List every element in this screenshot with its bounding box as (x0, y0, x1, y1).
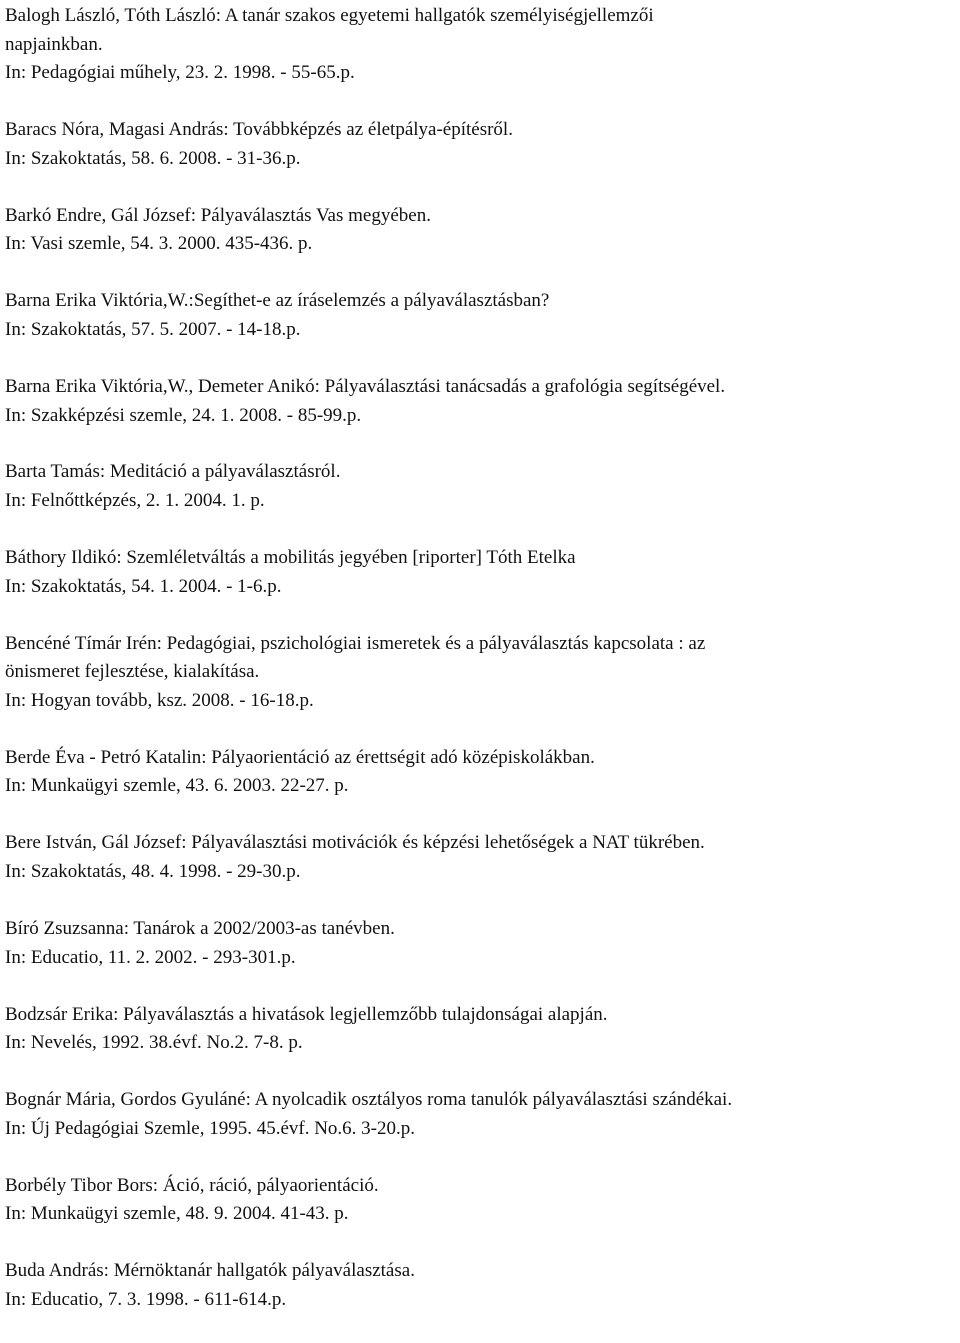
entry-line: In: Szakoktatás, 57. 5. 2007. - 14-18.p. (5, 318, 301, 340)
entry-title-line: Bíró Zsuzsanna: Tanárok a 2002/2003-as tanévben. (5, 917, 395, 939)
entry-title-line: Borbély Tibor Bors: Áció, ráció, pályaorientáció. (5, 1174, 379, 1196)
entry-title-line: Buda András: Mérnöktanár hallgatók pályaválasztása. (5, 1260, 415, 1282)
entry-line: In: Nevelés, 1992. 38.évf. No.2. 7-8. p. (5, 1032, 303, 1054)
bibliography-entry (5, 915, 955, 972)
bibliography-entry (5, 287, 955, 344)
entry-title-line: Barkó Endre, Gál József: Pályaválasztás Vas megyében. (5, 204, 431, 226)
bibliography-entry (5, 744, 955, 801)
entry-title-line: Barna Erika Viktória,W.:Segíthet-e az íráselemzés a pályaválasztásban? (5, 290, 550, 312)
entry-line: In: Szakoktatás, 54. 1. 2004. - 1-6.p. (5, 575, 282, 597)
entry-line: In: Új Pedagógiai Szemle, 1995. 45.évf. No.6. 3-20.p. (5, 1117, 416, 1139)
entry-line: In: Szakképzési szemle, 24. 1. 2008. - 85-99.p. (5, 404, 362, 426)
entry-title-line: Bere István, Gál József: Pályaválasztási motivációk és képzési lehetőségek a NAT tükrében. (5, 832, 705, 854)
bibliography-entry (5, 116, 955, 173)
bibliography-list (5, 2, 955, 1343)
entry-title-line: Bognár Mária, Gordos Gyuláné: A nyolcadik osztályos roma tanulók pályaválasztási szándékai. (5, 1089, 733, 1111)
bibliography-entry (5, 829, 955, 886)
entry-line: In: Educatio, 7. 3. 1998. - 611-614.p. (5, 1288, 287, 1310)
bibliography-entry (5, 1257, 955, 1314)
entry-title-line: Barta Tamás: Meditáció a pályaválasztásról. (5, 461, 341, 483)
entry-line: önismeret fejlesztése, kialakítása. (5, 661, 260, 683)
bibliography-entry (5, 544, 955, 601)
bibliography-entry (5, 2, 955, 88)
entry-line: napjainkban. (5, 33, 103, 55)
bibliography-entry (5, 373, 955, 430)
entry-line: In: Szakoktatás, 48. 4. 1998. - 29-30.p. (5, 860, 301, 882)
entry-line: In: Felnőttképzés, 2. 1. 2004. 1. p. (5, 490, 265, 512)
entry-title-line: Bencéné Tímár Irén: Pedagógiai, pszichológiai ismeretek és a pályaválasztás kapcsolata : az (5, 632, 706, 654)
entry-title-line: Báthory Ildikó: Szemléletváltás a mobilitás jegyében [riporter] Tóth Etelka (5, 547, 576, 569)
entry-title-line: Bodzsár Erika: Pályaválasztás a hivatások legjellemzőbb tulajdonságai alapján. (5, 1003, 608, 1025)
entry-line: In: Pedagógiai műhely, 23. 2. 1998. - 55-65.p. (5, 62, 355, 84)
entry-title-line: Baracs Nóra, Magasi András: Továbbképzés az életpálya-építésről. (5, 119, 513, 141)
bibliography-entry (5, 1172, 955, 1229)
entry-line: In: Educatio, 11. 2. 2002. - 293-301.p. (5, 946, 296, 968)
entry-title-line: Berde Éva - Petró Katalin: Pályaorientáció az érettségit adó középiskolákban. (5, 746, 595, 768)
bibliography-entry (5, 1001, 955, 1058)
bibliography-entry (5, 458, 955, 515)
entry-line: In: Szakoktatás, 58. 6. 2008. - 31-36.p. (5, 147, 301, 169)
bibliography-entry (5, 202, 955, 259)
entry-line: In: Munkaügyi szemle, 43. 6. 2003. 22-27. p. (5, 775, 349, 797)
entry-line: In: Vasi szemle, 54. 3. 2000. 435-436. p. (5, 233, 313, 255)
entry-title-line: Barna Erika Viktória,W., Demeter Anikó: Pályaválasztási tanácsadás a grafológia segítségével. (5, 375, 726, 397)
entry-line: In: Hogyan tovább, ksz. 2008. - 16-18.p. (5, 689, 314, 711)
bibliography-entry (5, 630, 955, 716)
bibliography-entry (5, 1086, 955, 1143)
entry-title-line: Balogh László, Tóth László: A tanár szakos egyetemi hallgatók személyiségjellemzői (5, 5, 654, 26)
entry-line: In: Munkaügyi szemle, 48. 9. 2004. 41-43. p. (5, 1203, 349, 1225)
